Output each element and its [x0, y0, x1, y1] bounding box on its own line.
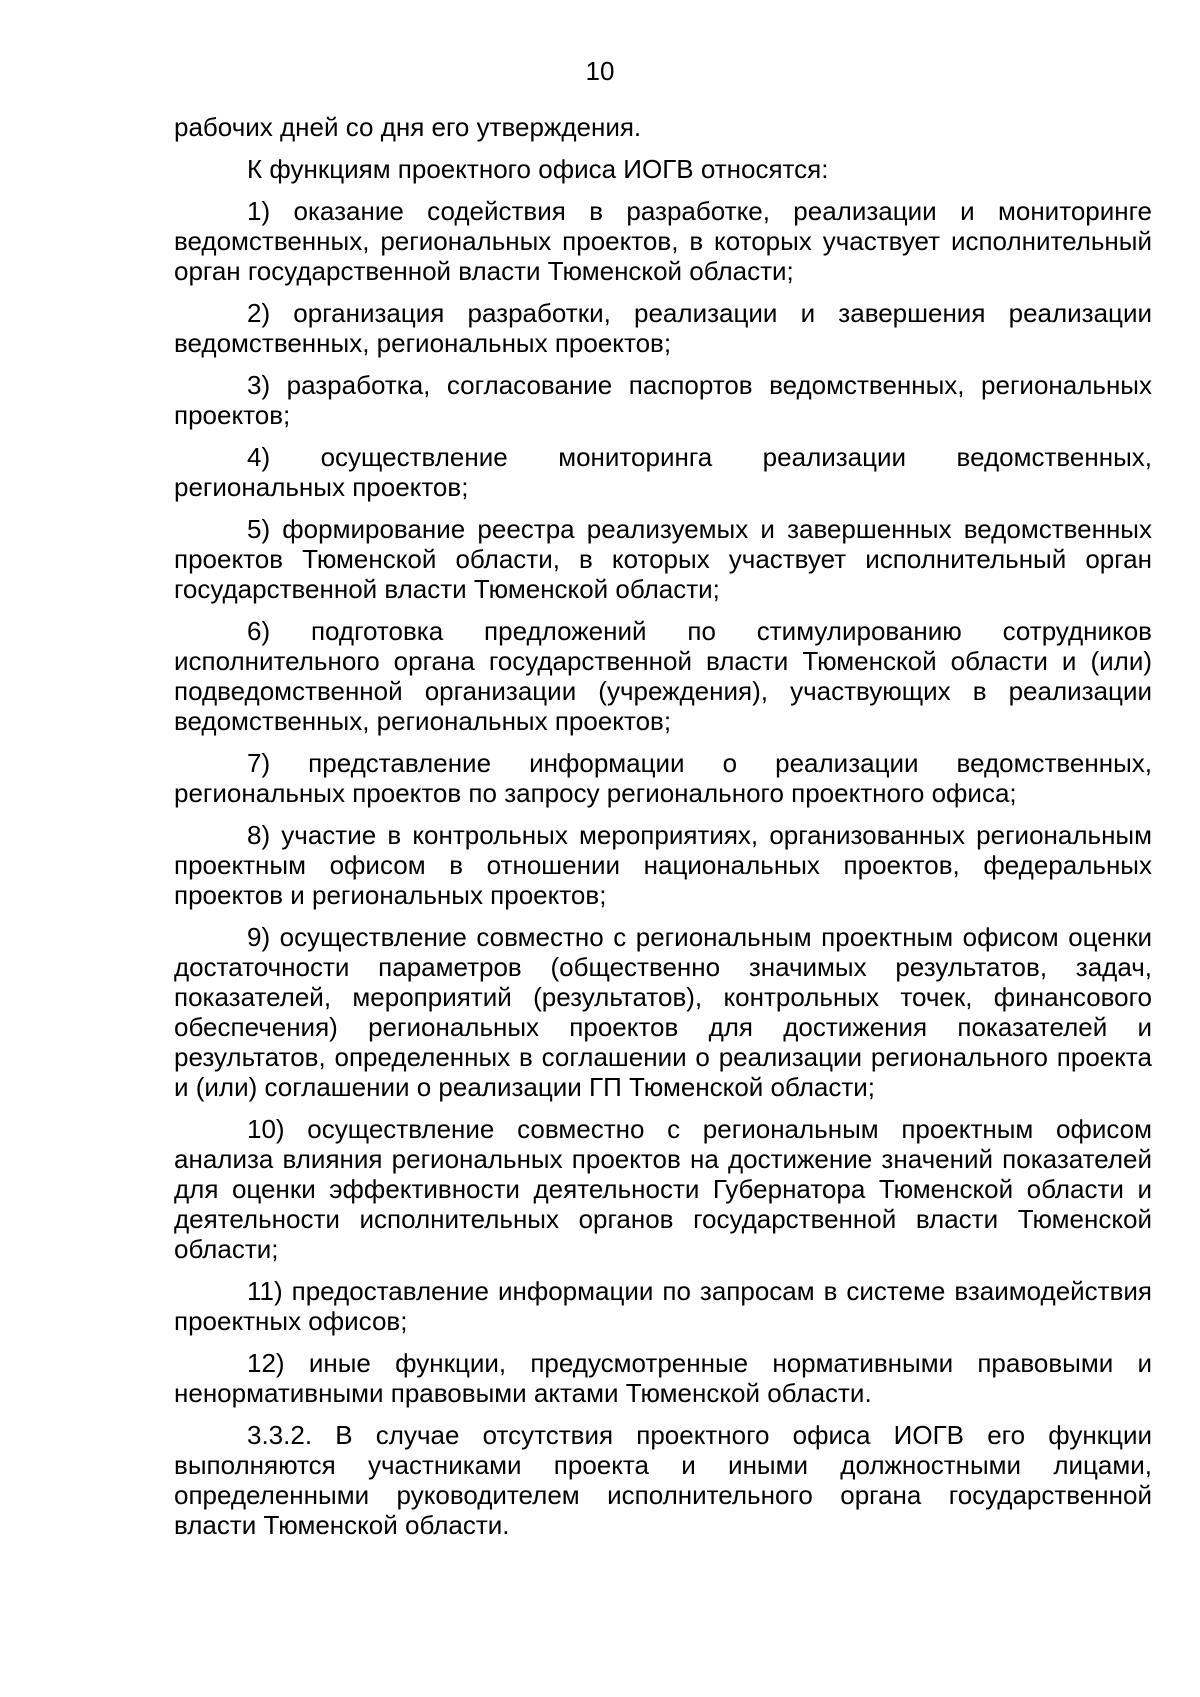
list-item-3: 3) разработка, согласование паспортов ведомственных, региональных проектов; [174, 370, 1152, 430]
list-item-11: 11) предоставление информации по запросам в системе взаимодействия проектных офисов; [174, 1276, 1152, 1336]
paragraph-functions-intro: К функциям проектного офиса ИОГВ относятся: [247, 154, 829, 184]
list-item-12: 12) иные функции, предусмотренные нормативными правовыми и ненормативными правовыми актами Тюменской области. [174, 1348, 1152, 1408]
document-body [174, 112, 1152, 1552]
list-item-8: 8) участие в контрольных мероприятиях, организованных региональным проектным офисом в отношении национальных проектов, федеральных проектов и региональных проектов; [174, 820, 1152, 910]
page-number: 10 [585, 56, 615, 86]
list-item-4: 4) осуществление мониторинга реализации ведомственных, региональных проектов; [174, 442, 1152, 502]
list-item-10: 10) осуществление совместно с региональным проектным офисом анализа влияния региональных проектов на достижение значений показателей для оценки эффективности деятельности Губернатора Тюменской области и деятельности исполнительных органов государственной власти Тюменской области; [174, 1114, 1152, 1264]
list-item-2: 2) организация разработки, реализации и завершения реализации ведомственных, региональных проектов; [174, 298, 1152, 358]
list-item-7: 7) представление информации о реализации ведомственных, региональных проектов по запросу регионального проектного офиса; [174, 748, 1152, 808]
list-item-1: 1) оказание содействия в разработке, реализации и мониторинге ведомственных, региональных проектов, в которых участвует исполнительный орган государственной власти Тюменской области; [174, 196, 1152, 286]
section-3-3-2: 3.3.2. В случае отсутствия проектного офиса ИОГВ его функции выполняются участниками проекта и иными должностными лицами, определенными руководителем исполнительного органа государственной власти Тюменской области. [174, 1420, 1152, 1540]
list-item-5: 5) формирование реестра реализуемых и завершенных ведомственных проектов Тюменской области, в которых участвует исполнительный орган государственной власти Тюменской области; [174, 514, 1152, 604]
paragraph-continuation: рабочих дней со дня его утверждения. [174, 112, 642, 142]
list-item-6: 6) подготовка предложений по стимулированию сотрудников исполнительного органа государственной власти Тюменской области и (или) подведомственной организации (учреждения), участвующих в реализации ведомственных, региональных проектов; [174, 616, 1152, 736]
list-item-9: 9) осуществление совместно с региональным проектным офисом оценки достаточности параметров (общественно значимых результатов, задач, показателей, мероприятий (результатов), контрольных точек, финансового обеспечения) региональных проектов для достижения показателей и результатов, определенных в соглашении о реализации регионального проекта и (или) соглашении о реализации ГП Тюменской области; [174, 922, 1152, 1102]
